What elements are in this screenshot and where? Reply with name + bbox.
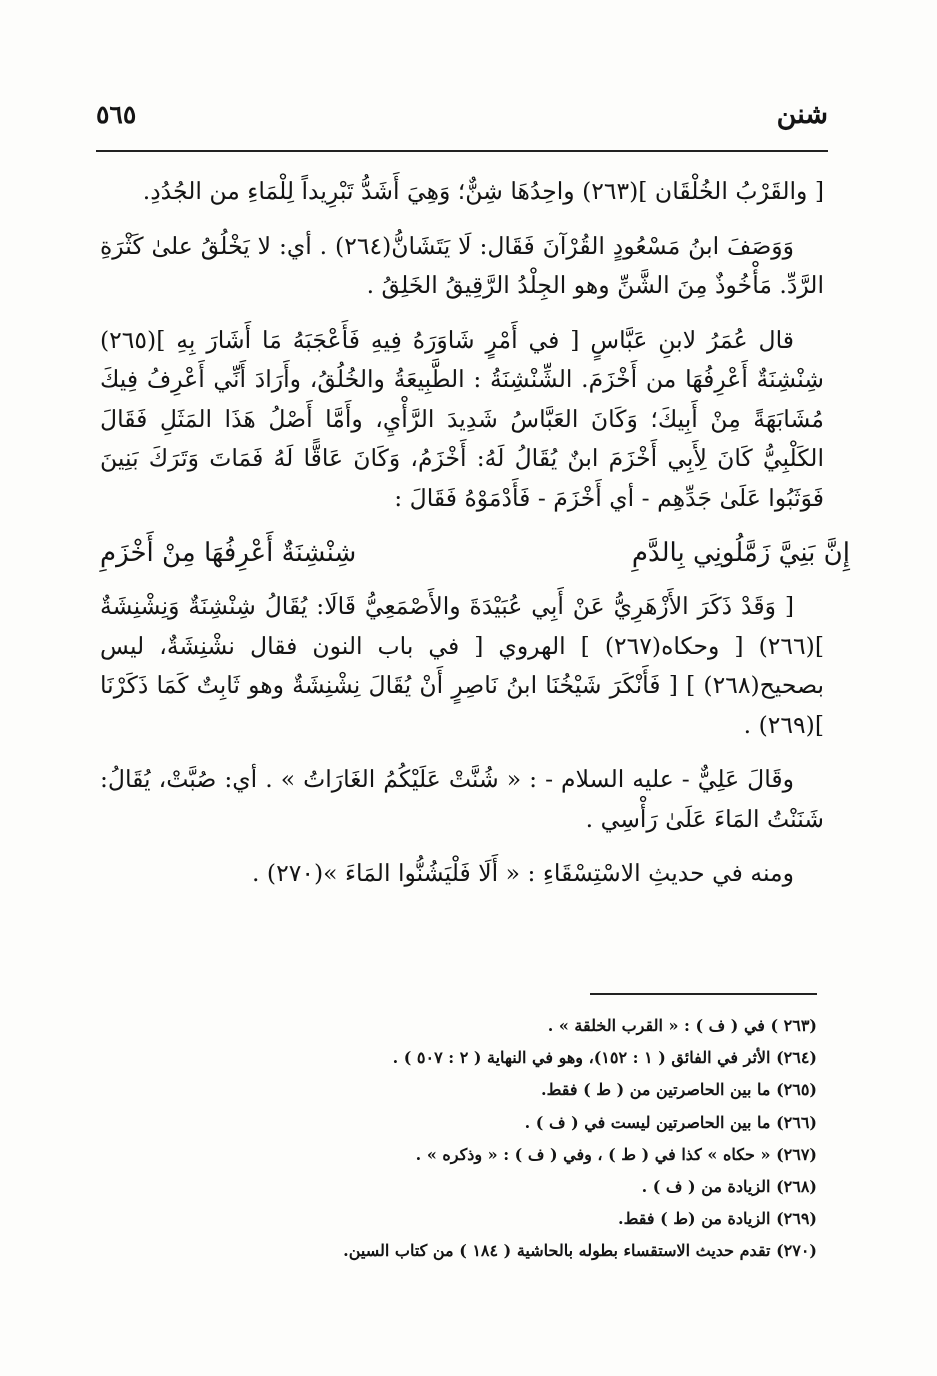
footnote-267: (٢٦٧) « حكاه » كذا في ( ط ) ، وفي ( ف ) : « وذكره » . (415, 1144, 817, 1164)
footnote-divider (590, 993, 817, 995)
paragraph-1: [ والقَرْبُ الخُلْقَان ](٢٦٣) واحِدُهَا شِنٌّ؛ وَهِيَ أَشَدُّ تَبْرِيداً لِلْمَاءِ من الجُدُدِ. (142, 177, 824, 205)
footnote-264: (٢٦٤) الأثر في الفائق ( ١ : ١٥٢)، وهو في النهاية ( ٢ : ٥٠٧ ) . (392, 1048, 817, 1068)
footnote-269: (٢٦٩) الزيادة من (ط ) فقط. (618, 1209, 817, 1229)
paragraph-4: [ وَقَدْ ذَكَرَ الأَزْهَرِيُّ عَنْ أَبِي عُبَيْدَةَ والأَصْمَعِيُّ قَالَا: يُقَالُ شِنْشِنَةٌ وَنِشْنِشَةٌ ](٢٦٦) [ وحكاه(٢٦٧) ] الهروي [ في باب النون فقال نشْنِشَةٌ، ليس بصحيح(٢٦٨) ] [ فَأَنْكَرَ شَيْخُنَا ابنُ نَاصِرٍ أَنْ يُقَالَ نِشْنِشَةٌ وهو ثَابِتٌ كَمَا ذَكَرْنَا ](٢٦٩) . (100, 592, 824, 739)
paragraph-2: وَوَصَفَ ابنُ مَسْعُودٍ القُرْآنَ فَقَال: لَا يَتَشَانُّ(٢٦٤) . أي: لا يَخْلُقُ علىٰ كَثْرَةِ الرَّدِّ. مَأْخُوذٌ مِنَ الشَّنِّ وهو الجِلْدُ الرَّقِيقُ الخَلِقُ . (100, 231, 824, 299)
paragraph-5: وقَالَ عَلِيٌّ - عليه السلام - : « شُنَّتْ عَلَيْكُمُ الغَارَاتُ » . أي: صُبَّتْ، يُقَالُ: شَنَنْتُ المَاءَ عَلَىٰ رَأْسِي . (100, 765, 824, 833)
footnote-266: (٢٦٦) ما بين الحاصرتين ليست في ( ف ) . (524, 1112, 817, 1132)
footnote-270: (٢٧٠) تقدم حديث الاستقساء بطوله بالحاشية ( ١٨٤ ) من كتاب السين. (343, 1241, 817, 1261)
paragraph-6: ومنه في حديثِ الاسْتِسْقَاءِ : « أَلَا فَلْيَشُنُّوا المَاءَ »(٢٧٠) . (251, 859, 794, 887)
verse-hemistich-1: إِنَّ بَنِيَّ زَمَّلُونِي بِالدَّمِ (631, 538, 850, 568)
paragraph-3: قال عُمَرُ لابنِ عَبَّاسٍ [ في أَمْرٍ شَاوَرَهُ فِيهِ فَأَعْجَبَهُ مَا أَشَارَ بِهِ ](٢٦٥) شِنْشِنَةٌ أَعْرِفُهَا من أَخْزَمَ. الشِّنْشِنَةُ : الطَّبِيعَةُ والخُلُقُ، وأَرَادَ أَنِّي أَعْرِفُ فِيكَ مُشَابَهَةً مِنْ أَبِيكَ؛ وَكَانَ العَبَّاسُ شَدِيدَ الرَّأْيِ، وأَمَّا أَصْلُ هَذَا المَثَلِ فَقَالَ الكَلْبِيُّ كَانَ لِأَبِي أَخْزَمَ ابنٌ يُقَالُ لَهُ: أَخْزَمُ، وَكَانَ عَاقًّا لَهُ فَمَاتَ وَتَرَكَ بَنِينَ فَوَثَبُوا عَلَىٰ جَدِّهِم - أي أَخْزَمَ - فَأَدْمَوْهُ فَقَالَ : (100, 325, 824, 512)
poem-verse (100, 533, 850, 573)
page-title: شنن (776, 98, 828, 130)
main-text (100, 172, 850, 909)
footnote-263: (٢٦٣ ) في ( ف ) : « القرب الخلقة » . (547, 1016, 817, 1035)
verse-hemistich-2: شِنْشِنَةٌ أَعْرِفُهَا مِنْ أَخْزَمِ (100, 538, 357, 568)
page-number: ٥٦٥ (96, 99, 137, 129)
footnote-268: (٢٦٨) الزيادة من ( ف ) . (641, 1177, 817, 1197)
footnotes (117, 1010, 817, 1268)
page-header (96, 88, 828, 140)
header-divider (96, 150, 828, 152)
footnote-265: (٢٦٥) ما بين الحاصرتين من ( ط ) فقط. (541, 1080, 817, 1100)
